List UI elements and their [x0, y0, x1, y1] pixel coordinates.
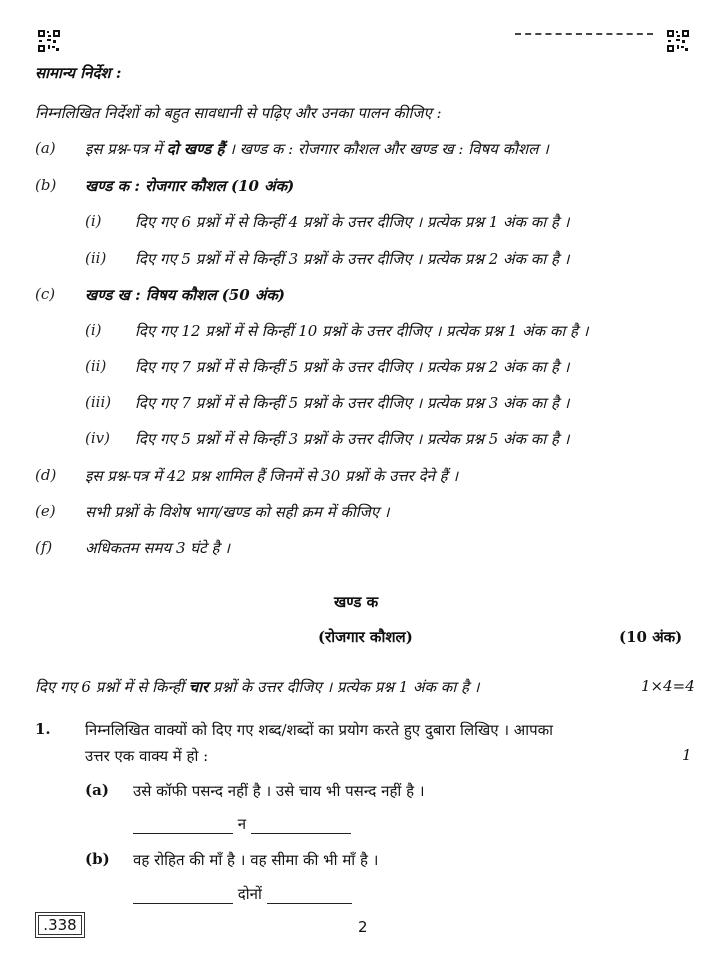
subitem-label: (ii) — [85, 357, 107, 375]
section-instruction-bold: चार — [188, 678, 209, 696]
answer-blank[interactable] — [267, 903, 352, 904]
paper-code: .338 — [43, 916, 77, 934]
item-label: (a) — [35, 139, 56, 157]
connector-word: न — [237, 815, 247, 833]
answer-line — [133, 884, 352, 904]
subitem-text: दिए गए 5 प्रश्नों में से किन्हीं 3 प्रश्नों के उत्तर दीजिए । प्रत्येक प्रश्न 5 अंक का है । — [135, 430, 570, 448]
instructions-intro: निम्नलिखित निर्देशों को बहुत सावधानी से पढ़िए और उनका पालन कीजिए : — [35, 104, 442, 122]
subitem-label: (iv) — [85, 429, 110, 447]
page-number: 2 — [358, 918, 368, 936]
subitem-label: (i) — [85, 212, 102, 230]
item-label: (d) — [35, 466, 57, 484]
item-label: (c) — [35, 285, 56, 303]
instruction-d: इस प्रश्न-पत्र में 42 प्रश्न शामिल हैं जिनमें से 30 प्रश्नों के उत्तर देने हैं । — [85, 467, 459, 485]
subitem-text: दिए गए 7 प्रश्नों में से किन्हीं 5 प्रश्नों के उत्तर दीजिए । प्रत्येक प्रश्न 3 अंक का है । — [135, 394, 570, 412]
subitem-text: दिए गए 7 प्रश्नों में से किन्हीं 5 प्रश्नों के उत्तर दीजिए । प्रत्येक प्रश्न 2 अंक का है । — [135, 358, 570, 376]
subitem-label: (ii) — [85, 249, 107, 267]
item-label: (f) — [35, 538, 53, 556]
section-a-title: खण्ड क : रोजगार कौशल (10 अंक) — [85, 177, 295, 195]
instruction-a-pre: इस प्रश्न-पत्र में — [85, 140, 167, 158]
instructions-heading: सामान्य निर्देश : — [35, 64, 122, 82]
section-subtitle: (रोजगार कौशल) — [318, 628, 413, 646]
marks-formula: 1×4=4 — [641, 677, 695, 695]
item-label: (e) — [35, 502, 56, 520]
instruction-a-post: । खण्ड क : रोजगार कौशल और खण्ड ख : विषय कौशल । — [224, 140, 549, 158]
answer-blank[interactable] — [133, 833, 233, 834]
instruction-f: अधिकतम समय 3 घंटे है । — [85, 539, 230, 557]
subitem-label: (iii) — [85, 393, 112, 411]
answer-blank[interactable] — [133, 903, 233, 904]
subitem-label: (i) — [85, 321, 102, 339]
subitem-text: दिए गए 6 प्रश्नों में से किन्हीं 4 प्रश्नों के उत्तर दीजिए । प्रत्येक प्रश्न 1 अंक का है । — [135, 213, 570, 231]
paper-code-box — [35, 912, 85, 938]
subitem-text: दिए गए 5 प्रश्नों में से किन्हीं 3 प्रश्नों के उत्तर दीजिए । प्रत्येक प्रश्न 2 अंक का है । — [135, 250, 570, 268]
subquestion-label: (b) — [85, 850, 110, 868]
qr-code-icon — [667, 30, 689, 52]
section-marks: (10 अंक) — [619, 628, 683, 646]
subitem-text: दिए गए 12 प्रश्नों में से किन्हीं 10 प्रश्नों के उत्तर दीजिए । प्रत्येक प्रश्न 1 अंक का है । — [135, 322, 589, 340]
instruction-a — [85, 139, 549, 159]
instruction-a-bold: दो खण्ड हैं — [166, 140, 225, 158]
question-number: 1. — [35, 720, 51, 738]
answer-line — [133, 814, 351, 834]
answer-blank[interactable] — [251, 833, 351, 834]
qr-code-icon — [38, 30, 60, 52]
subquestion-label: (a) — [85, 781, 109, 799]
question-marks: 1 — [682, 746, 692, 764]
section-instruction-pre: दिए गए 6 प्रश्नों में से किन्हीं — [35, 678, 189, 696]
header-dashed-line — [515, 33, 653, 35]
subquestion-text: वह रोहित की माँ है । वह सीमा की भी माँ है । — [133, 851, 379, 869]
section-b-title: खण्ड ख : विषय कौशल (50 अंक) — [85, 286, 285, 304]
subquestion-text: उसे कॉफी पसन्द नहीं है । उसे चाय भी पसन्द नहीं है । — [133, 782, 425, 800]
section-instruction — [35, 677, 479, 697]
item-label: (b) — [35, 176, 57, 194]
connector-word: दोनों — [237, 885, 262, 903]
section-title: खण्ड क — [334, 593, 379, 611]
section-instruction-post: प्रश्नों के उत्तर दीजिए । प्रत्येक प्रश्न 1 अंक का है । — [208, 678, 480, 696]
instruction-e: सभी प्रश्नों के विशेष भाग/खण्ड को सही क्रम में कीजिए । — [85, 503, 390, 521]
question-line-1: निम्नलिखित वाक्यों को दिए गए शब्द/शब्दों का प्रयोग करते हुए दुबारा लिखिए । आपका — [85, 721, 554, 739]
question-line-2: उत्तर एक वाक्य में हो : — [85, 747, 209, 765]
